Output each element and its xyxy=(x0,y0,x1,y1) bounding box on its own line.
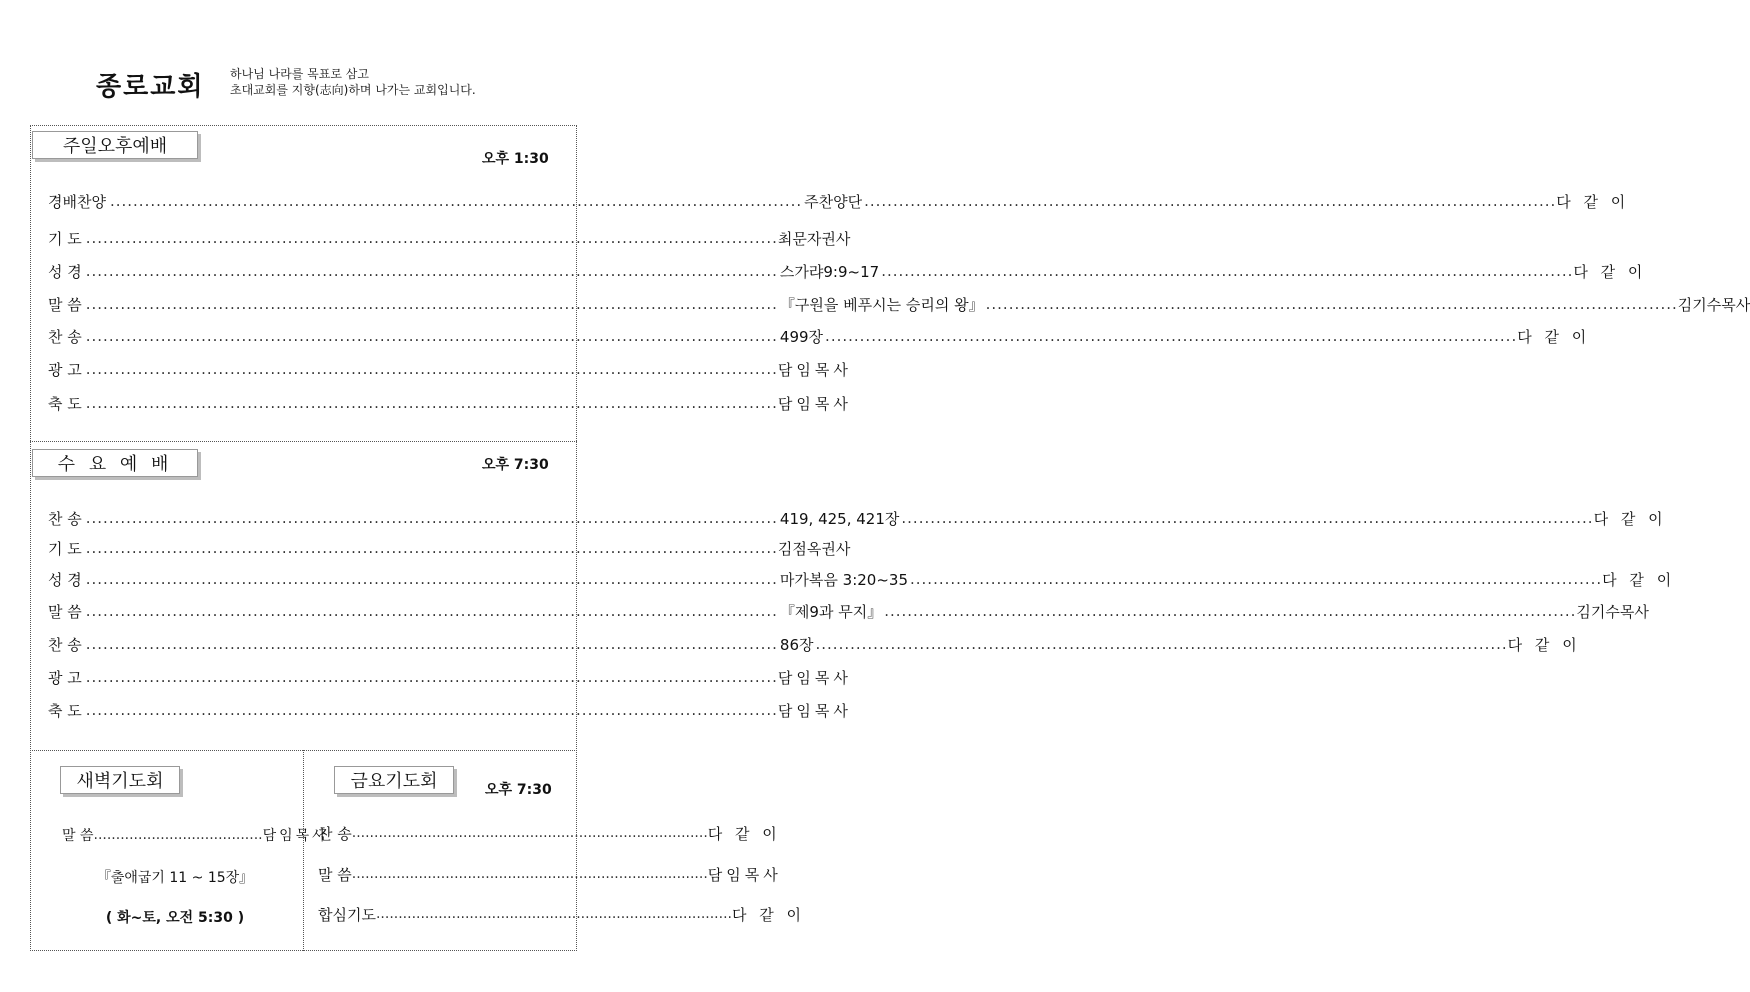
dawn-prayer-title: 새벽기도회 xyxy=(60,766,180,794)
order-label: 광 고 xyxy=(48,668,82,687)
leader-dots: ........................................................................................................................ xyxy=(85,701,778,719)
order-item: 스가랴9:9~17 xyxy=(779,262,880,281)
order-item: 419, 425, 421장 xyxy=(779,509,900,528)
dawn-sermon-leader: 담임목사 xyxy=(262,828,329,844)
leader-dots: ........................................................................................................................ xyxy=(85,635,778,653)
order-leader: 다 같 이 xyxy=(1573,262,1647,281)
order-label: 말 씀 xyxy=(48,602,82,621)
leader-dots: ........................................................................................................................ xyxy=(85,262,778,280)
order-item: 86장 xyxy=(779,635,814,654)
dawn-sermon-row xyxy=(62,824,329,846)
leader-dots: ........................................................................................................................ xyxy=(85,539,778,557)
order-leader: 담임목사 xyxy=(777,668,852,687)
leader-dots: ........................................................................................................................ xyxy=(85,229,778,247)
order-label: 찬 송 xyxy=(318,824,352,843)
order-row xyxy=(48,699,852,721)
order-leader: 김점옥권사 xyxy=(777,539,851,558)
leader-dots: ........................................................................................................................ xyxy=(85,327,778,345)
leader-dots: ........................................................................................................................ xyxy=(85,360,778,378)
leader-dots: ........................................................................................................................ xyxy=(901,509,1594,527)
wednesday-service-time: 오후 7:30 xyxy=(482,457,549,473)
leader-dots: ........................................................................................................................ xyxy=(884,602,1577,620)
order-item: 마가복음 3:20~35 xyxy=(779,570,908,589)
leader-dots: ................................................................................ xyxy=(351,825,708,841)
leader-dots: ........................................................................................................................ xyxy=(881,262,1574,280)
order-leader: 담임목사 xyxy=(707,865,782,884)
order-label: 기 도 xyxy=(48,229,82,248)
leader-dots: ........................................................................................................................ xyxy=(85,295,778,313)
order-label: 성 경 xyxy=(48,262,82,281)
dawn-schedule: ( 화~토, 오전 5:30 ) xyxy=(105,910,245,926)
order-label: 성 경 xyxy=(48,570,82,589)
order-label: 말 씀 xyxy=(48,295,82,314)
order-leader: 담임목사 xyxy=(777,360,852,379)
order-leader: 담임목사 xyxy=(777,394,852,413)
order-row xyxy=(48,600,1649,622)
column-divider xyxy=(303,750,304,951)
order-label: 축 도 xyxy=(48,394,82,413)
order-label: 기 도 xyxy=(48,539,82,558)
order-label: 축 도 xyxy=(48,701,82,720)
church-name: 종로교회 xyxy=(96,72,205,102)
order-row xyxy=(318,863,782,885)
leader-dots: ................................................................................ xyxy=(375,906,732,922)
tagline-line1: 하나님 나라를 목표로 삼고 xyxy=(230,67,369,81)
church-tagline xyxy=(230,66,476,98)
order-row xyxy=(48,392,852,414)
order-leader: 담임목사 xyxy=(777,701,852,720)
order-label: 찬 송 xyxy=(48,509,82,528)
order-row xyxy=(48,358,852,380)
tagline-line2: 초대교회를 지향(志向)하며 나가는 교회입니다. xyxy=(230,83,476,97)
leader-dots: ........................................................................................................................ xyxy=(109,192,803,210)
leader-dots: ........................................................................................................................ xyxy=(985,295,1678,313)
order-label: 경배찬양 xyxy=(48,192,106,211)
leader-dots: ........................................................................................................................ xyxy=(85,668,778,686)
order-row xyxy=(318,822,781,844)
order-leader: 다 같 이 xyxy=(1507,635,1581,654)
leader-dots: ........................................................................................................................ xyxy=(85,570,778,588)
friday-prayer-time: 오후 7:30 xyxy=(485,782,552,798)
leader-dots: ........................................................................................................................ xyxy=(910,570,1603,588)
order-item: 『제9과 무지』 xyxy=(779,602,883,621)
leader-dots: ........................................................................................................................ xyxy=(85,394,778,412)
leader-dots: ................................................................................ xyxy=(351,866,708,882)
order-leader: 김기수목사 xyxy=(1576,602,1649,621)
order-label: 말 씀 xyxy=(318,865,352,884)
order-row xyxy=(48,666,852,688)
dawn-sermon-label-text: 말 씀 xyxy=(62,828,94,844)
order-row xyxy=(48,568,1676,590)
order-row xyxy=(48,633,1581,655)
order-item: 499장 xyxy=(779,327,824,346)
dawn-sermon-label xyxy=(62,825,94,845)
order-leader: 다 같 이 xyxy=(1602,570,1676,589)
leader-dots: ........................................................................................................................ xyxy=(85,602,778,620)
order-label: 찬 송 xyxy=(48,635,82,654)
order-leader: 다 같 이 xyxy=(731,905,805,924)
order-leader: 다 같 이 xyxy=(707,824,781,843)
order-row xyxy=(48,325,1591,347)
dawn-passage: 『출애굽기 11 ~ 15장』 xyxy=(96,870,254,886)
order-row xyxy=(318,903,805,925)
sunday-service-title: 주일오후예배 xyxy=(32,131,198,159)
friday-prayer-title: 금요기도회 xyxy=(334,766,454,794)
order-row xyxy=(48,190,1630,212)
leader-dots: ........................................................................................................................ xyxy=(864,192,1557,210)
order-leader: 다 같 이 xyxy=(1517,327,1591,346)
bulletin-header xyxy=(0,0,645,120)
section-divider xyxy=(30,441,577,442)
order-leader: 다 같 이 xyxy=(1593,509,1667,528)
order-row xyxy=(48,537,851,559)
order-item: 주찬양단 xyxy=(804,192,863,211)
order-item: 『구원을 베푸시는 승리의 왕』 xyxy=(779,295,984,314)
order-label: 찬 송 xyxy=(48,327,82,346)
order-row xyxy=(48,293,1750,315)
order-row xyxy=(48,260,1647,282)
order-leader: 김기수목사 xyxy=(1677,295,1750,314)
order-label: 광 고 xyxy=(48,360,82,379)
leader-dots: ........................................................................................................................ xyxy=(815,635,1508,653)
order-leader: 다 같 이 xyxy=(1556,192,1630,211)
order-row xyxy=(48,507,1667,529)
order-row xyxy=(48,227,851,249)
leader-dots: ...................................... xyxy=(93,827,263,843)
leader-dots: ........................................................................................................................ xyxy=(85,509,778,527)
leader-dots: ........................................................................................................................ xyxy=(825,327,1518,345)
sunday-service-time: 오후 1:30 xyxy=(482,151,549,167)
wednesday-service-title: 수 요 예 배 xyxy=(32,449,198,477)
order-label: 합심기도 xyxy=(318,905,376,924)
order-leader: 최문자권사 xyxy=(777,229,851,248)
